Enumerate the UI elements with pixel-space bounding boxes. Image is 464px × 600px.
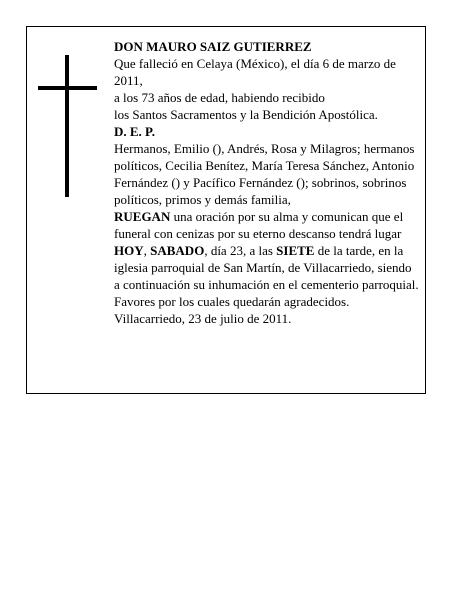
dep-label: D. E. P. <box>114 124 156 139</box>
death-line: Que falleció en Celaya (México), el día 6 de marzo de 2011, <box>114 56 396 88</box>
service-text: de la tarde, en la iglesia parroquial de San Martín, de Villacarriedo, siendo a continuación su inhumación en el cementerio parroquial. Favores por los cuales quedarán agradecidos. <box>114 243 419 309</box>
ruegan-text: una oración por su alma y comunican que el funeral con cenizas por su eterno descanso tendrá lugar <box>114 209 404 241</box>
siete-label: SIETE <box>276 243 315 258</box>
sacraments-line: los Santos Sacramentos y la Bendición Apostólica. <box>114 107 378 122</box>
cross-vertical-bar <box>65 55 69 197</box>
notice-text <box>114 38 420 327</box>
obituary-notice <box>26 26 426 394</box>
deceased-name: DON MAURO SAIZ GUTIERREZ <box>114 39 312 54</box>
family-paragraph <box>114 140 420 310</box>
cross-horizontal-bar <box>38 86 97 90</box>
ruegan-label: RUEGAN <box>114 209 171 224</box>
sabado-label: SABADO <box>150 243 205 258</box>
age-line: a los 73 años de edad, habiendo recibido <box>114 90 325 105</box>
day-text: , día 23, a las <box>204 243 277 258</box>
family-text: Hermanos, Emilio (), Andrés, Rosa y Milagros; hermanos políticos, Cecilia Benítez, María Teresa Sánchez, Antonio Fernández () y Pacífico Fernández (); sobrinos, sobrinos políticos, primos y demás familia, <box>114 141 415 207</box>
hoy-label: HOY <box>114 243 144 258</box>
comma-text: , <box>143 243 151 258</box>
place-date: Villacarriedo, 23 de julio de 2011. <box>114 311 292 326</box>
